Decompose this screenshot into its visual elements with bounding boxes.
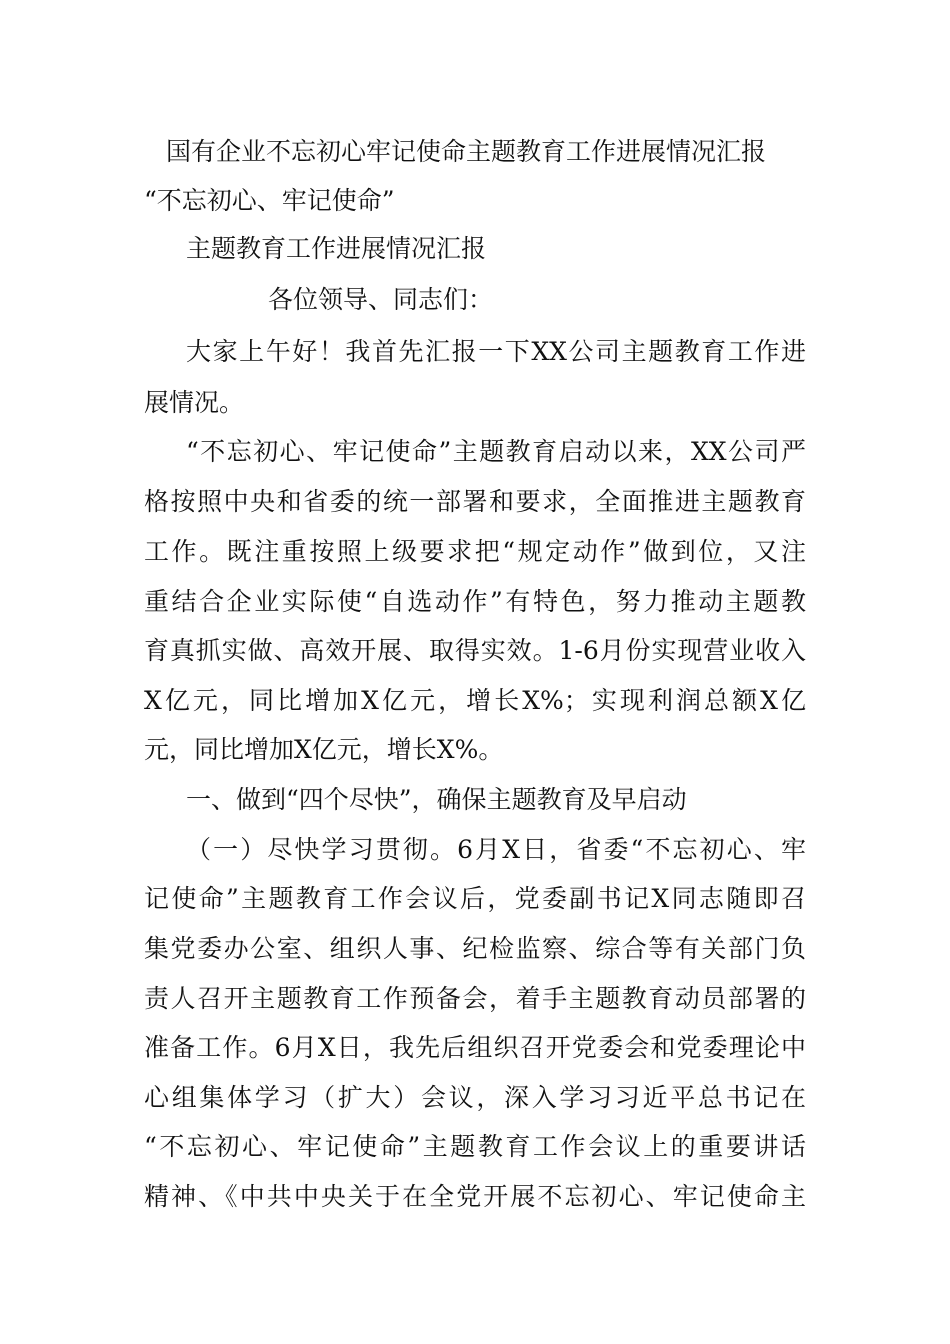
section-heading: 一、做到“四个尽快”，确保主题教育及早启动: [186, 785, 687, 814]
paragraph-line: 精神、《中共中央关于在全党开展不忘初心、牢记使命主: [144, 1182, 806, 1211]
paragraph-line: 责人召开主题教育工作预备会，着手主题教育动员部署的: [144, 984, 806, 1013]
paragraph-line: （一）尽快学习贯彻。6月X日，省委“不忘初心、牢: [186, 835, 806, 864]
paragraph-line: 育真抓实做、高效开展、取得实效。1-6月份实现营业收入: [144, 636, 806, 665]
paragraph-line: 准备工作。6月X日，我先后组织召开党委会和党委理论中: [144, 1033, 806, 1062]
paragraph-line: 重结合企业实际使“自选动作”有特色，努力推动主题教: [144, 587, 806, 616]
salutation: 各位领导、同志们：: [268, 285, 494, 314]
subtitle-line-2: 主题教育工作进展情况汇报: [186, 234, 487, 263]
paragraph-line: X亿元，同比增加X亿元，增长X%；实现利润总额X亿: [144, 686, 806, 715]
paragraph-line: 心组集体学习（扩大）会议，深入学习习近平总书记在: [144, 1083, 806, 1112]
document-title: 国有企业不忘初心牢记使命主题教育工作进展情况汇报: [166, 137, 767, 166]
paragraph-line: “不忘初心、牢记使命”主题教育启动以来，XX公司严: [186, 437, 806, 466]
subtitle-line-1: “不忘初心、牢记使命”: [144, 186, 395, 215]
paragraph-line: 大家上午好！我首先汇报一下XX公司主题教育工作进: [186, 337, 806, 366]
paragraph-line: 展情况。: [144, 388, 245, 417]
paragraph-line: 工作。既注重按照上级要求把“规定动作”做到位，又注: [144, 537, 806, 566]
paragraph-line: 元，同比增加X亿元，增长X%。: [144, 735, 504, 764]
paragraph-line: “不忘初心、牢记使命”主题教育工作会议上的重要讲话: [144, 1132, 806, 1161]
paragraph-line: 集党委办公室、组织人事、纪检监察、综合等有关部门负: [144, 934, 806, 963]
paragraph-line: 记使命”主题教育工作会议后，党委副书记X同志随即召: [144, 884, 806, 913]
paragraph-line: 格按照中央和省委的统一部署和要求，全面推进主题教育: [144, 487, 806, 516]
